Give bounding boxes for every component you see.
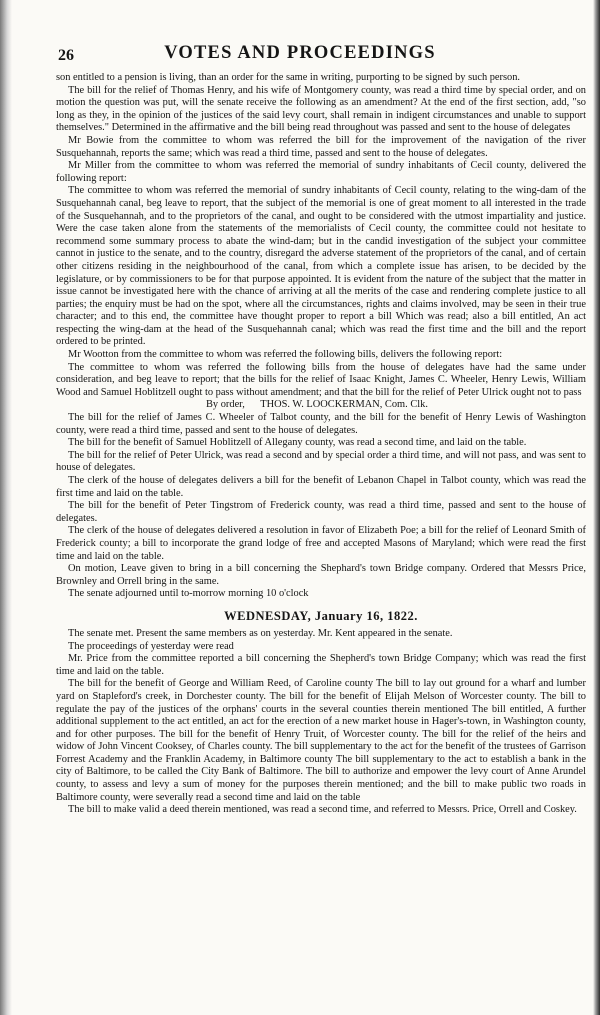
paragraph: The senate adjourned until to-morrow morning 10 o'clock	[68, 588, 309, 600]
paragraph: The senate met. Present the same members as on yesterday. Mr. Kent appeared in the senate.	[68, 627, 453, 639]
signature-by-order: By order,	[206, 399, 245, 411]
paragraph: The bill for the relief of Thomas Henry, and his wife of Montgomery county, was read a third time by special order, and on motion the question was put, will the senate receive the following as an amendment? At the end of the first section, add, "so long as they, in the opinion of the justices of the said levy court, shall remain in indigent circumstances and unable to support themselves." Determined in the affirmative and the bill being read throughout was passed and sent to the house of delegates	[56, 84, 586, 134]
running-head: VOTES AND PROCEEDINGS	[164, 43, 436, 63]
paragraph: The bill to make valid a deed therein mentioned, was read a second time, and referred to Messrs. Price, Orrell and Coskey.	[68, 804, 577, 816]
paragraph: The committee to whom was referred the memorial of sundry inhabitants of Cecil county, relating to the wing-dam of the Susquehannah canal, beg leave to report, that the subject of the memorial is one of great moment to all interested in the trade of the Susquehannah, and to the proprietors of the canal, and ought to be considered with the utmost impartiality and justice. Were the case taken alone from the statements of the memorialists of Cecil county, the committee could not hesitate to recommend some summary process to abate the wind-dam; but in the candid investigation of the subject your committee cannot in justice to the senate, and to the country, disregard the adverse statement of the proprietors of the canal, and of certain other citizens residing in the neighbourhood of the canal, from which a complete issue has arisen, to be decided by the legislature, or by commissioners to be for that purpose appointed. It is evident from the nature of the subject that the matter in issue cannot be investigated here with the chance of arriving at all the merits of the case and rendering complete justice to all parties; the enquiry must be had on the spot, where all the circumstances, rights and claims involved, may be seen in their true character; and to this end, the committee have thought proper to report a bill Which was read; also a bill entitled, An act respecting the wing-dam at the head of the Susquehannah canal; which was read the first time and the bill and the report ordered to be printed.	[56, 185, 586, 348]
paragraph: The bill for the benefit of Peter Tingstrom of Frederick county, was read a third time, passed and sent to the house of delegates.	[56, 500, 586, 524]
paragraph: son entitled to a pension is living, than an order for the same in writing, purporting to be signed by such person.	[56, 72, 521, 83]
paragraph: Mr. Price from the committee reported a bill concerning the Shepherd's town Bridge Company; which was read the first time and laid on the table.	[56, 653, 586, 677]
paragraph: The bill for the relief of Peter Ulrick, was read a second and by special order a third time, and will not pass, and was sent to house of delegates.	[56, 449, 586, 474]
paragraph: On motion, Leave given to bring in a bill concerning the Shephard's town Bridge company. Ordered that Messrs Price, Brownley and Orrell bring in the same.	[56, 563, 586, 587]
page-number: 26	[58, 47, 74, 64]
paragraph: The bill for the benefit of Samuel Hoblitzell of Allegany county, was read a second time, and laid on the table.	[68, 437, 527, 449]
paragraph: Mr Wootton from the committee to whom was referred the following bills, delivers the following report:	[68, 349, 503, 361]
paragraph: The committee to whom was referred the following bills from the house of delegates have had the same under consideration, and beg leave to report; that the bills for the relief of Isaac Knight, James C. Wheeler, Henry Lewis, William Wood and Samuel Hoblitzell ought to pass without amendment; and that the bill for the relief of Peter Ulrick ought not to pass	[56, 361, 586, 398]
paragraph: The bill for the benefit of George and William Reed, of Caroline county The bill to lay out ground for a wharf and lumber yard on Stapleford's creek, in Dorchester county. The bill for the benefit of Elijah Melson of Worcester county. The bill to regulate the pay of the justices of the orphans' courts in the several counties therein mentioned The bill entitled, A further additional supplement to the act entitled, an act for the erection of a new market house in Hager's-town, in Washington county, and for other purposes. The bill for the benefit of Henry Truit, of Worcester county. The bill for the relief of the heirs and widow of John Vincent Cooksey, of Charles county. The bill supplementary to the act for the benefit of the trustees of Garrison Forrest Academy and the Franklin Academy, in Baltimore county The bill supplementary to the act to establish a bank in the city of Baltimore, to be called the City Bank of Baltimore. The bill to authorize and empower the levy court of Anne Arundel county, to assess and levy a sum of money for the purposes therein mentioned; and the bill to make public two roads in Baltimore county, were severally read a second time and laid on the table	[56, 678, 586, 803]
paragraph: Mr Bowie from the committee to whom was referred the bill for the improvement of the navigation of the river Susquehannah, reports the same; which was read a third time, passed and sent to the house of delegates.	[56, 134, 586, 159]
day-heading: WEDNESDAY, January 16, 1822.	[224, 608, 418, 623]
paragraph: Mr Miller from the committee to whom was referred the memorial of sundry inhabitants of Cecil county, delivered the following report:	[56, 160, 586, 184]
page-edge-shadow-left	[0, 0, 12, 1015]
body-text	[56, 72, 586, 817]
page-edge-shadow-right	[593, 0, 600, 1015]
paragraph: The clerk of the house of delegates delivers a bill for the benefit of Lebanon Chapel in Talbot county, which was read the first time and laid on the table.	[56, 475, 586, 499]
paragraph: The bill for the relief of James C. Wheeler of Talbot county, and the bill for the benefit of Henry Lewis of Washington county, were read a third time, passed and sent to the house of delegates.	[56, 412, 586, 436]
paragraph: The clerk of the house of delegates delivered a resolution in favor of Elizabeth Poe; a bill for the relief of Leonard Smith of Frederick county; a bill to incorporate the grand lodge of free and accepted Masons of Maryland; which were read the first time and laid on the table.	[56, 525, 586, 562]
signature-name: THOS. W. LOOCKERMAN, Com. Clk.	[260, 399, 428, 411]
signature-line	[56, 399, 586, 412]
paragraph: The proceedings of yesterday were read	[68, 640, 234, 652]
